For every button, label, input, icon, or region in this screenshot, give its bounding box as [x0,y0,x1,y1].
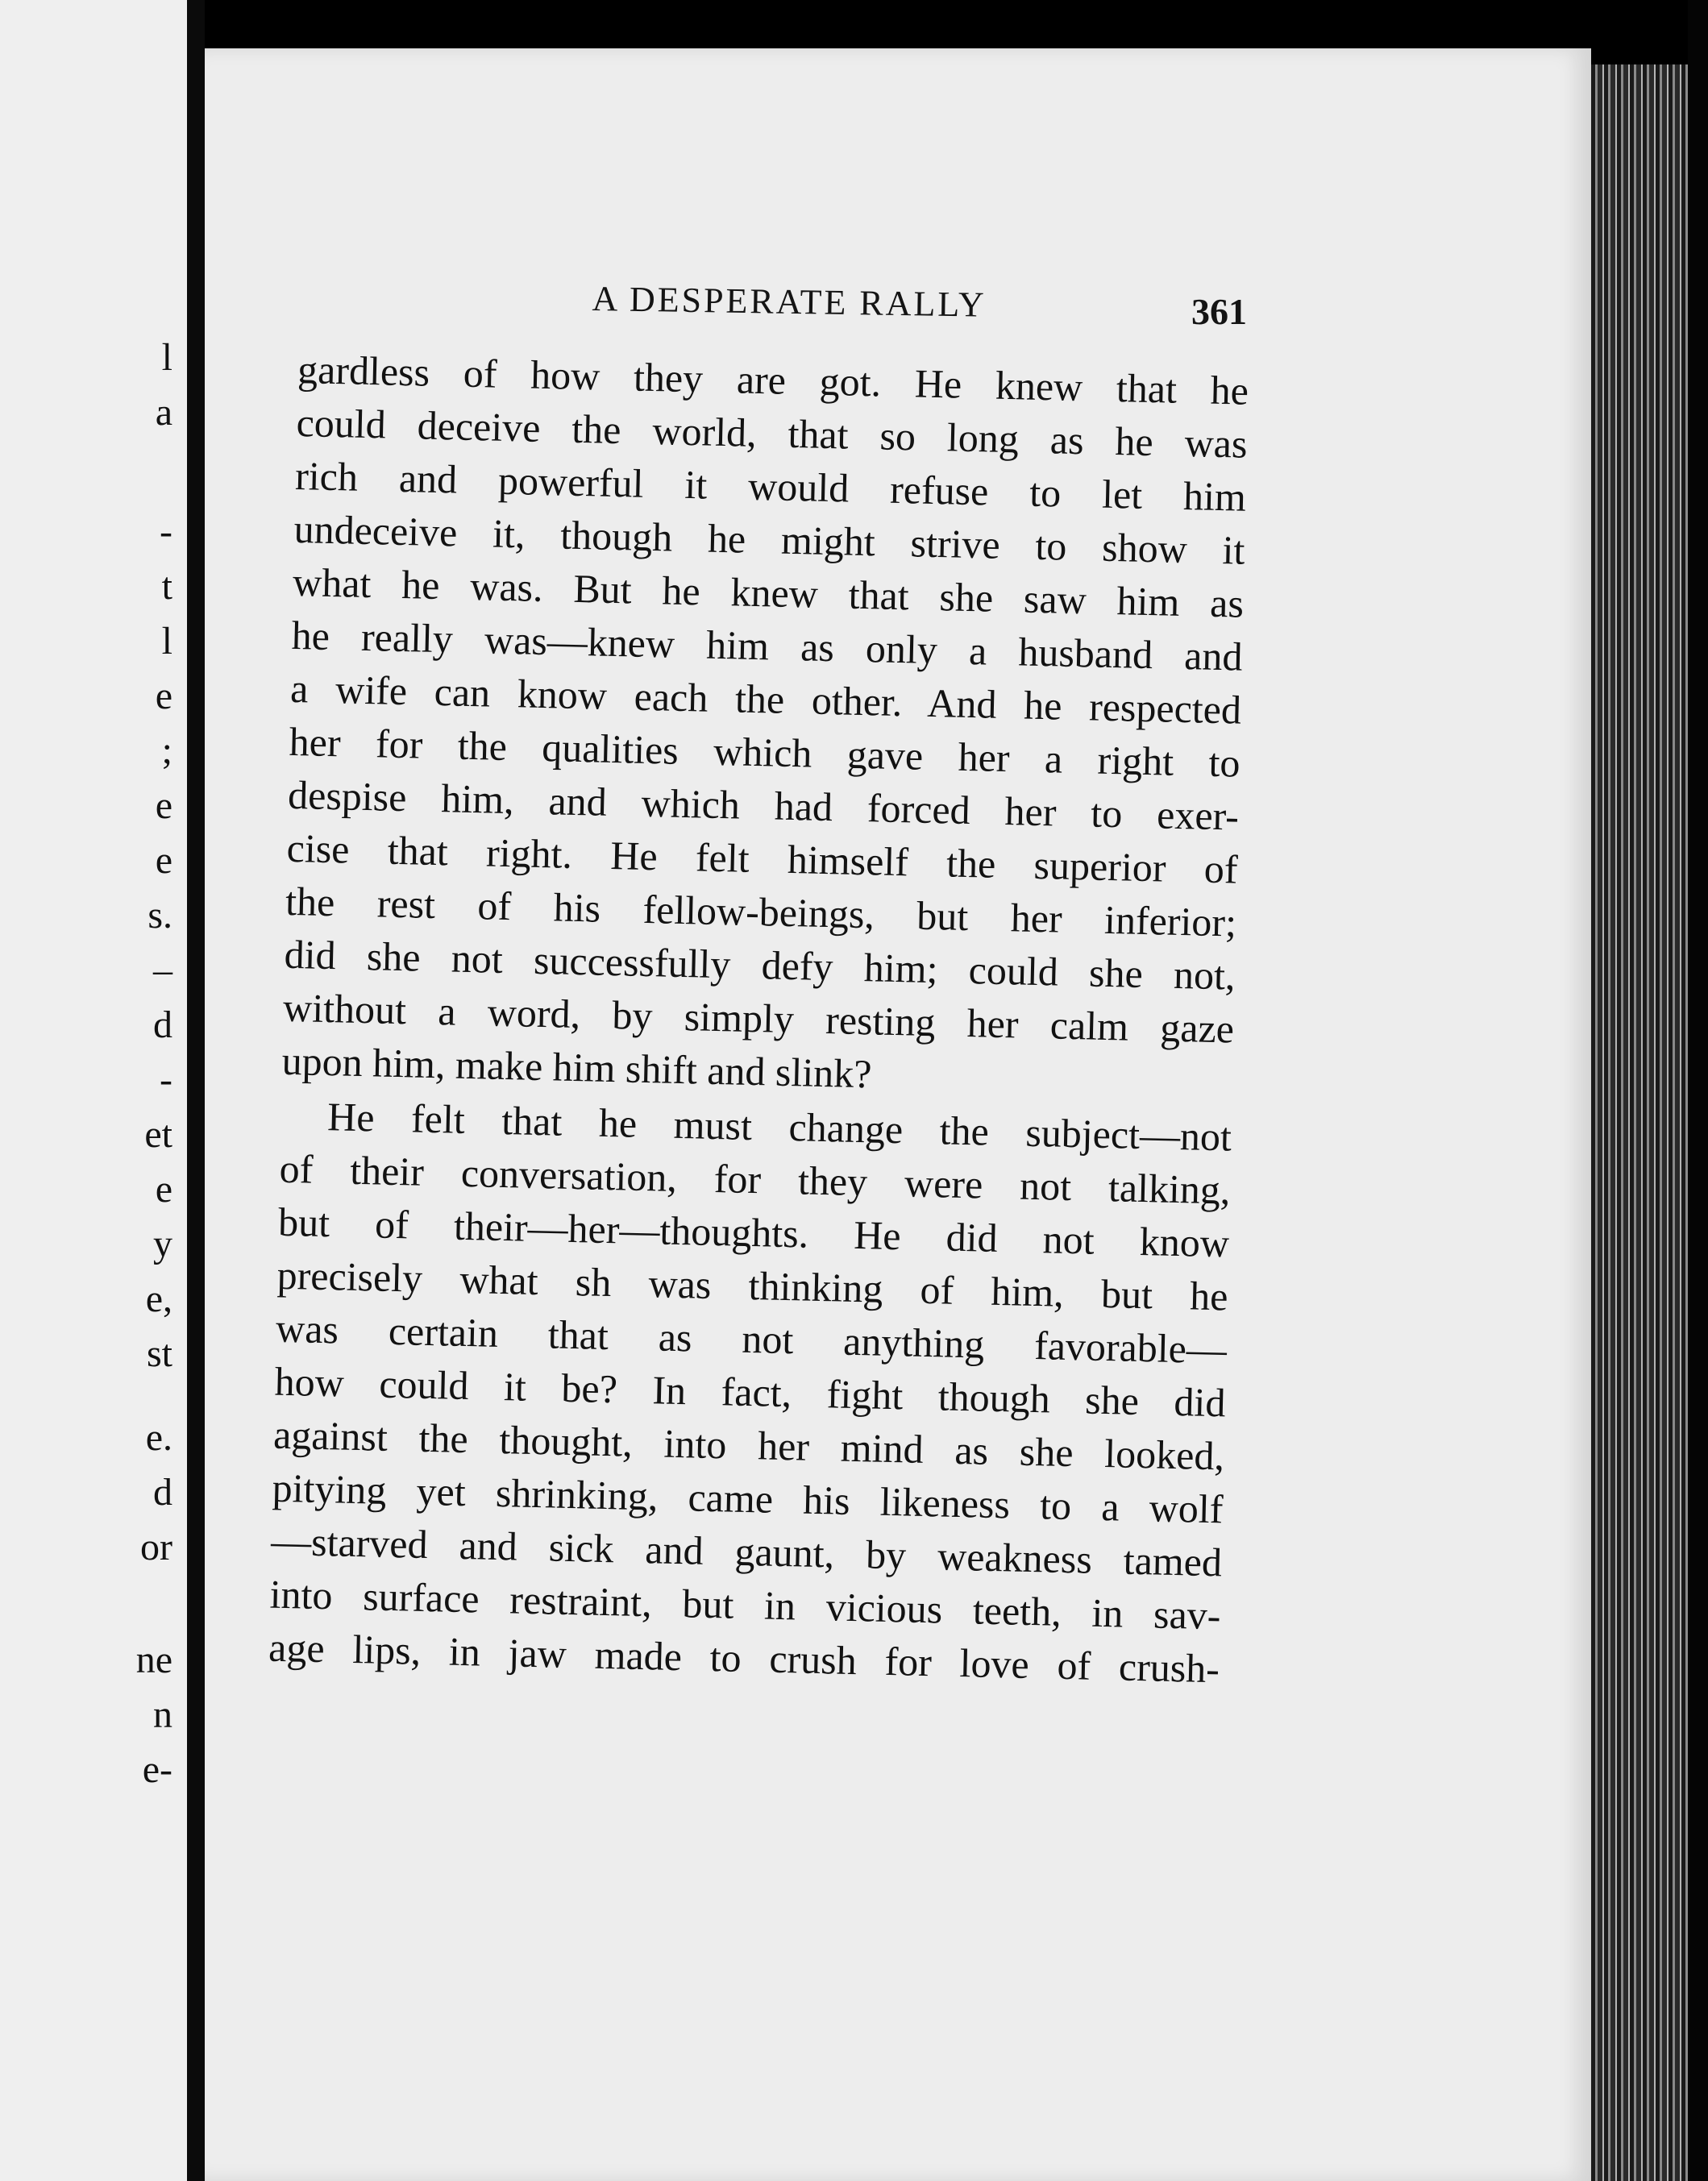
left-page-fragment: e, [145,1277,172,1320]
left-page-fragment: l [161,336,172,379]
text-line: a wife can know each the other. And he respected [289,665,1242,733]
paragraph [268,1089,1232,1696]
text-line: precisely what sh was thinking of him, but he [276,1252,1229,1319]
text-line: could deceive the world, that so long as he was [296,399,1249,467]
left-facing-page [0,0,187,2181]
text-line: he really was—knew him as only a husband and [291,612,1244,679]
text-line: her for the qualities which gave her a right to [289,718,1241,786]
left-page-fragment: or [140,1526,172,1568]
left-page-fragment: e [155,839,172,882]
text-line: how could it be? In fact, fight though she did [274,1358,1227,1426]
text-line: without a word, by simply resting her calm gaze [282,984,1235,1052]
text-line: pitying yet shrinking, came his likeness to a wolf [272,1464,1224,1532]
text-line: age lips, in jaw made to crush for love of crush- [268,1624,1220,1692]
left-page-fragment: st [146,1332,172,1375]
left-page-fragment: e- [142,1748,172,1791]
text-line: cise that right. He felt himself the superior of [286,825,1239,892]
left-page-fragment: t [161,565,172,608]
left-page-fragment: et [144,1113,172,1156]
left-page-fragment: e. [145,1416,172,1459]
text-line: rich and powerful it would refuse to let him [294,452,1247,520]
left-page-fragment: s. [148,894,172,937]
text-line: the rest of his fellow-beings, but her inferior; [285,878,1237,945]
text-line: upon him, make him shift and slink? [281,1037,873,1097]
left-page-fragment: n [153,1693,172,1736]
left-page-fragment: d [153,1003,172,1046]
left-page-fragment: - [160,1058,172,1101]
scan-top-border [205,0,1708,48]
text-line: what he was. But he knew that she saw him as [292,559,1245,626]
text-line: He felt that he must change the subject—not [326,1094,1232,1160]
book-gutter [187,0,205,2181]
text-line: undeceive it, though he might strive to show it [293,505,1246,573]
left-page-fragment: a [155,391,172,434]
left-page-fragment: ; [161,729,172,772]
left-page-fragment: e [155,675,172,717]
text-line: but of their—her—thoughts. He did not know [277,1199,1230,1266]
body-text [268,343,1249,1695]
text-line: gardless of how they are got. He knew that he [297,346,1249,413]
text-line: was certain that as not anything favorable— [275,1305,1228,1373]
text-line: did she not successfully defy him; could she not, [284,931,1236,999]
left-page-fragment: e [155,784,172,827]
page-edges [1591,64,1688,2181]
left-page-fragment: ne [135,1639,172,1681]
text-line: of their conversation, for they were not talking, [279,1145,1232,1213]
paragraph [281,343,1249,1109]
left-page-fragment: y [153,1223,172,1265]
left-page-fragment: – [153,949,172,991]
left-page-fragment: l [161,620,172,663]
left-page-fragment: e [155,1168,172,1211]
text-line: —starved and sick and gaunt, by weakness tamed [270,1518,1223,1585]
text-line: against the thought, into her mind as she looked, [272,1411,1225,1479]
text-line: despise him, and which had forced her to exer- [287,771,1240,839]
text-line: into surface restraint, but in vicious teeth, in sav- [269,1571,1222,1639]
scan-right-border [1688,0,1708,2181]
left-page-fragment: d [153,1471,172,1514]
page-number: 361 [1191,291,1247,332]
running-head: A DESPERATE RALLY [592,278,987,325]
left-page-fragment: - [160,510,172,553]
